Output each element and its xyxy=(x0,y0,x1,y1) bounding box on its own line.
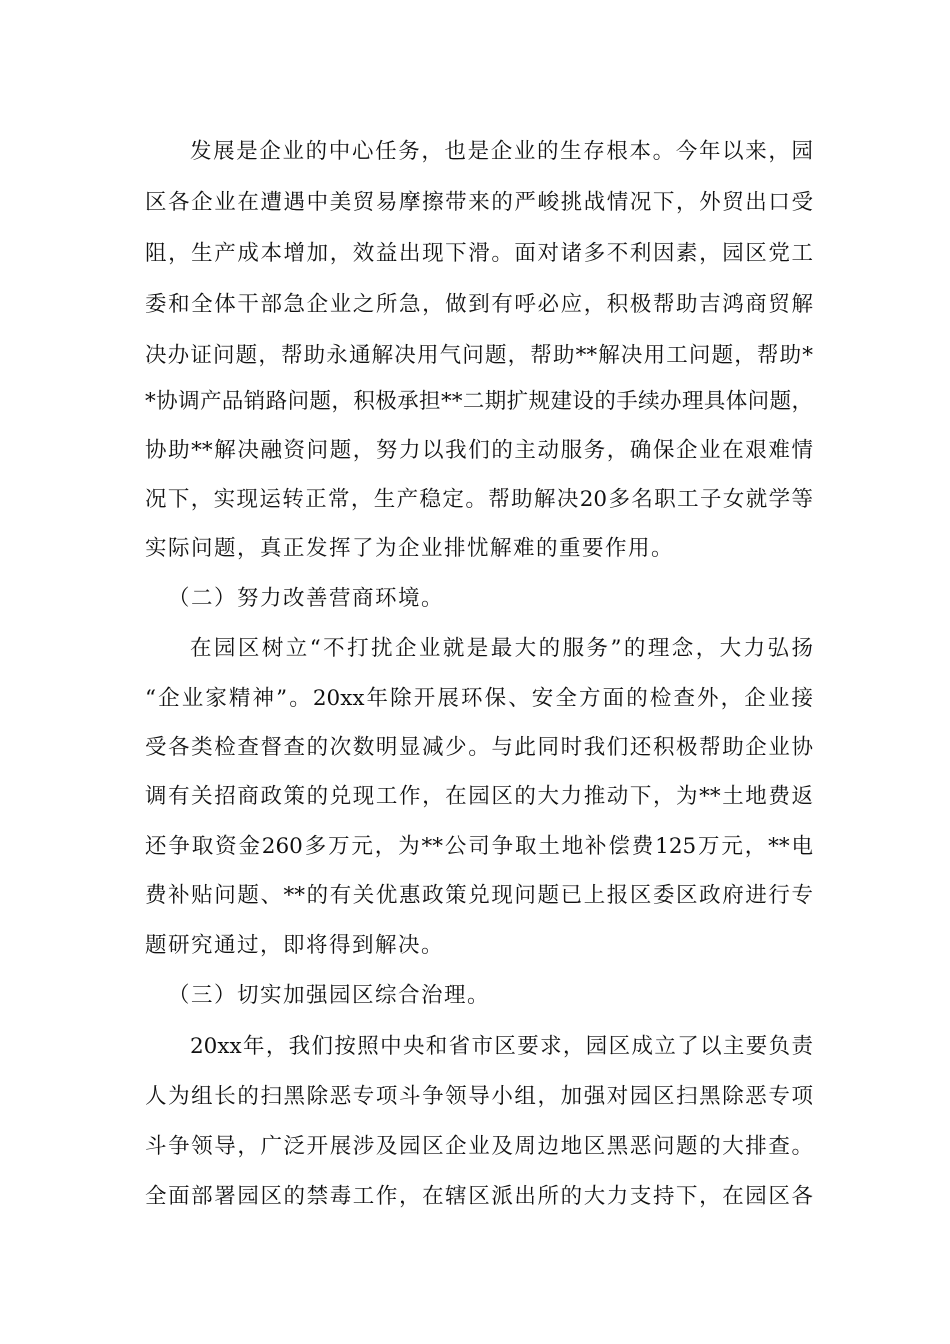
paragraph-line: 委和全体干部急企业之所急，做到有呼必应，积极帮助吉鸿商贸解 xyxy=(145,292,813,317)
paragraph-line: 发展是企业的中心任务，也是企业的生存根本。今年以来，园 xyxy=(190,139,813,164)
paragraph-line: 还争取资金260多万元，为**公司争取土地补偿费125万元，**电 xyxy=(145,834,813,859)
paragraph-line: 区各企业在遭遇中美贸易摩擦带来的严峻挑战情况下，外贸出口受 xyxy=(145,190,813,215)
paragraph-line: 决办证问题，帮助永通解决用气问题，帮助**解决用工问题，帮助* xyxy=(145,343,813,368)
paragraph-line: 斗争领导，广泛开展涉及园区企业及周边地区黑恶问题的大排查。 xyxy=(145,1134,813,1159)
paragraph-line: 在园区树立“不打扰企业就是最大的服务”的理念，大力弘扬 xyxy=(190,636,813,661)
paragraph-line: 费补贴问题、**的有关优惠政策兑现问题已上报区委区政府进行专 xyxy=(145,883,813,908)
paragraph-line: 实际问题，真正发挥了为企业排忧解难的重要作用。 xyxy=(145,536,675,561)
paragraph-line: 况下，实现运转正常，生产稳定。帮助解决20多名职工子女就学等 xyxy=(145,487,813,512)
paragraph-line: *协调产品销路问题，积极承担**二期扩规建设的手续办理具体问题， xyxy=(145,389,813,414)
paragraph-line: 20xx年，我们按照中央和省市区要求，园区成立了以主要负责 xyxy=(190,1034,813,1059)
paragraph-line: 全面部署园区的禁毒工作，在辖区派出所的大力支持下，在园区各 xyxy=(145,1184,813,1209)
paragraph-line: 题研究通过，即将得到解决。 xyxy=(145,933,445,958)
paragraph-line: “企业家精神”。20xx年除开展环保、安全方面的检查外，企业接 xyxy=(145,686,813,711)
section-heading: （二）努力改善营商环境。 xyxy=(168,586,445,611)
paragraph-line: 协助**解决融资问题，努力以我们的主动服务，确保企业在艰难情 xyxy=(145,438,813,463)
paragraph-line: 人为组长的扫黑除恶专项斗争领导小组，加强对园区扫黑除恶专项 xyxy=(145,1084,813,1109)
section-heading: （三）切实加强园区综合治理。 xyxy=(168,983,491,1008)
paragraph-line: 阻，生产成本增加，效益出现下滑。面对诸多不利因素，园区党工 xyxy=(145,241,813,266)
paragraph-line: 受各类检查督查的次数明显减少。与此同时我们还积极帮助企业协 xyxy=(145,735,813,760)
paragraph-line: 调有关招商政策的兑现工作，在园区的大力推动下，为**土地费返 xyxy=(145,784,813,809)
